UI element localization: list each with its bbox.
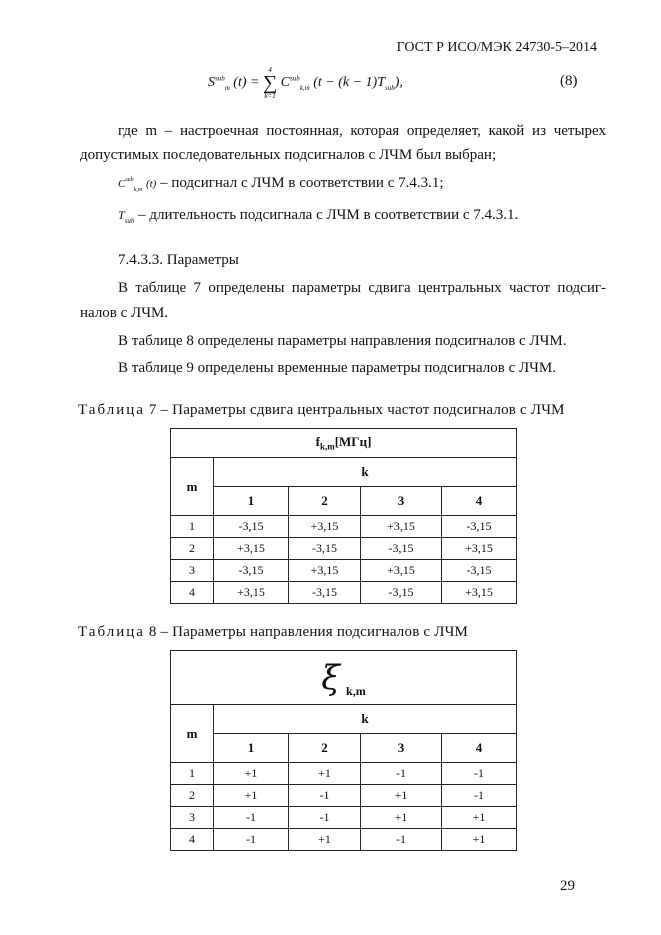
table8-caption [78,624,468,641]
formula-term-sub: k,m [299,84,310,93]
table-cell: -3,15 [214,516,289,538]
table7-k4: 4 [442,487,517,516]
table-cell: +1 [214,763,289,785]
table7-k2: 2 [289,487,361,516]
table-cell: +3,15 [214,538,289,560]
where-line-2: допустимых последовательных подсигналов с ЛЧМ был выбран; [80,147,497,163]
table-row [171,560,517,582]
document-header: ГОСТ Р ИСО/МЭК 24730-5–2014 [396,40,597,55]
equation-number: (8) [560,73,578,89]
section-heading: 7.4.3.3. Параметры [118,252,239,268]
table8-m-header: m [171,705,214,763]
table-cell: -1 [214,807,289,829]
t-sub: sub [124,217,135,225]
table8-k2: 2 [289,734,361,763]
table8 [170,650,517,851]
table7-title-sub: k,m [319,441,335,452]
table-cell: +3,15 [442,538,517,560]
paragraph-1-line-2: налов с ЛЧМ. [80,305,169,321]
table-cell: +3,15 [442,582,517,604]
formula-arg: (t) = [233,75,260,91]
table-cell: -1 [289,785,361,807]
table-cell: +3,15 [361,516,442,538]
table-cell: -3,15 [214,560,289,582]
table7-r1-m: 1 [171,516,214,538]
table8-k1: 1 [214,734,289,763]
sum-bottom: k=1 [264,92,276,100]
table-cell: -1 [361,763,442,785]
table8-r4-m: 4 [171,829,214,851]
sum-top: 4 [268,66,272,74]
table-cell: -1 [442,763,517,785]
formula-lhs: S [208,75,215,91]
formula-bracket: (t − (k − 1)T [313,75,386,91]
table7-k3: 3 [361,487,442,516]
c-definition [118,175,444,193]
c-arg: (t) [145,178,157,190]
formula-close: ), [394,75,403,91]
table8-title-sub: k,m [346,683,366,698]
table7-caption-text: 7 – Параметры сдвига центральных частот подсигналов с ЛЧМ [144,402,565,418]
c-sub: k,m [133,187,143,193]
table-cell: -3,15 [361,582,442,604]
where-line-1: где m – настроечная постоянная, которая определяет, какой из четырех [118,123,606,139]
table8-k3: 3 [361,734,442,763]
formula-t-sub: sub [385,84,395,93]
table-cell: -3,15 [442,516,517,538]
table-cell: +1 [361,785,442,807]
table8-k4: 4 [442,734,517,763]
table-row [171,582,517,604]
t-desc: – длительность подсигнала с ЛЧМ в соответствии с 7.4.3.1. [134,207,519,223]
table7-r2-m: 2 [171,538,214,560]
table7-k1: 1 [214,487,289,516]
table7 [170,428,517,604]
c-desc: – подсигнал с ЛЧМ в соответствии с 7.4.3.1; [156,175,444,191]
table-cell: -1 [442,785,517,807]
formula-sum [263,66,277,100]
t-symbol: T [118,208,125,222]
table-row [171,785,517,807]
table8-title-xi: ξ [321,657,341,698]
page-number: 29 [560,878,575,894]
table8-caption-text: 8 – Параметры направления подсигналов с ЛЧМ [144,624,469,640]
paragraph-3: В таблице 9 определены временные параметры подсигналов с ЛЧМ. [118,360,556,376]
table-cell: -3,15 [289,538,361,560]
t-definition [118,207,518,225]
table8-caption-label: Таблица [78,624,145,640]
formula-lhs-sup: sub [215,74,225,83]
table7-m-header: m [171,458,214,516]
table7-title-f: f [315,434,320,450]
formula-term: C [280,75,291,91]
c-sup: sub [125,177,134,183]
paragraph-1-line-1: В таблице 7 определены параметры сдвига центральных частот подсиг- [118,280,606,296]
paragraph-2: В таблице 8 определены параметры направления подсигналов с ЛЧМ. [118,333,567,349]
table7-r4-m: 4 [171,582,214,604]
table-row [171,763,517,785]
table-cell: +3,15 [361,560,442,582]
formula-lhs-sub: m [224,84,230,93]
table-cell: -3,15 [442,560,517,582]
table-cell: -3,15 [289,582,361,604]
table-cell: -1 [361,829,442,851]
formula-8 [208,66,403,100]
where-paragraph [80,119,606,167]
table7-r3-m: 3 [171,560,214,582]
table8-r2-m: 2 [171,785,214,807]
table-cell: +1 [289,763,361,785]
table-cell: +1 [442,807,517,829]
table-cell: +3,15 [289,560,361,582]
table-cell: -3,15 [361,538,442,560]
table-cell: -1 [214,829,289,851]
table7-title [171,429,517,458]
table7-caption [78,402,565,419]
table7-k-header: k [214,458,517,487]
c-symbol: C [118,178,126,190]
table-cell: +1 [361,807,442,829]
table-row [171,829,517,851]
table7-title-unit: [МГц] [334,434,372,450]
table-cell: +1 [214,785,289,807]
formula-term-sup: sub [290,74,300,83]
table8-k-header: k [214,705,517,734]
table8-r1-m: 1 [171,763,214,785]
table-row [171,807,517,829]
table8-title [171,651,517,705]
table-cell: +1 [442,829,517,851]
table-cell: -1 [289,807,361,829]
table-cell: +1 [289,829,361,851]
table-row [171,516,517,538]
table-cell: +3,15 [289,516,361,538]
table8-r3-m: 3 [171,807,214,829]
table-row [171,538,517,560]
sum-symbol: ∑ [262,72,278,94]
table7-caption-label: Таблица [78,402,145,418]
table-cell: +3,15 [214,582,289,604]
